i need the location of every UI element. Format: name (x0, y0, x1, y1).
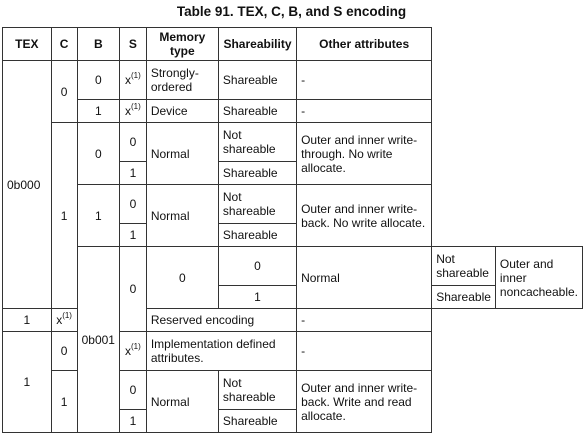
other-attributes-cell: Outer and inner noncacheable. (495, 247, 582, 309)
b-cell: 1 (77, 185, 119, 247)
tex-cell: 0b001 (77, 247, 119, 433)
shareability-cell: Shareable (432, 286, 496, 309)
s-cell: 1 (119, 410, 146, 433)
b-cell: 0 (77, 61, 119, 100)
shareability-cell: Not shareable (432, 247, 496, 286)
shareability-cell: Shareable (218, 410, 296, 433)
s-cell: 1 (218, 286, 296, 309)
header-c: C (51, 28, 77, 61)
table-row (3, 61, 583, 100)
c-cell: 1 (3, 332, 52, 433)
c-cell: 0 (51, 61, 77, 123)
shareability-cell: Shareable (218, 100, 296, 123)
s-cell: 1 (119, 162, 146, 185)
header-b: B (77, 28, 119, 61)
header-row (3, 28, 583, 61)
table-row (3, 185, 583, 224)
tex-cell: 0b000 (3, 61, 52, 309)
b-cell: 0 (51, 332, 77, 371)
header-other-attributes: Other attributes (297, 28, 432, 61)
other-attributes-cell: - (297, 100, 432, 123)
s-value: x (125, 344, 132, 358)
encoding-table (2, 27, 583, 433)
header-tex: TEX (3, 28, 52, 61)
other-attributes-cell: Outer and inner write-back. No write allocate. (297, 185, 432, 247)
shareability-cell: Not shareable (218, 371, 296, 410)
s-cell (119, 61, 146, 100)
footnote-ref: (1) (131, 102, 141, 111)
s-cell (119, 332, 146, 371)
footnote-ref: (1) (131, 71, 141, 80)
shareability-cell: Not shareable (218, 185, 296, 224)
memory-type-cell: Device (146, 100, 218, 123)
other-attributes-cell: - (297, 61, 432, 100)
header-shareability: Shareability (218, 28, 296, 61)
c-cell: 1 (51, 123, 77, 309)
s-cell (51, 309, 77, 332)
b-cell: 1 (51, 371, 77, 433)
s-cell: 0 (119, 185, 146, 224)
s-cell (119, 100, 146, 123)
memory-type-cell: Normal (146, 123, 218, 185)
s-value: x (56, 313, 63, 327)
memory-type-cell: Normal (146, 371, 218, 433)
memory-type-cell: Implementation defined attributes. (146, 332, 296, 371)
s-cell: 1 (119, 224, 146, 247)
other-attributes-cell: - (297, 332, 432, 371)
memory-type-cell: Normal (146, 185, 218, 247)
s-cell: 0 (218, 247, 296, 286)
footnote-ref: (1) (62, 311, 72, 320)
table-row (3, 247, 583, 286)
s-value: x (125, 73, 132, 87)
memory-type-cell: Reserved encoding (146, 309, 296, 332)
header-s: S (119, 28, 146, 61)
other-attributes-cell: Outer and inner write-back. Write and read allocate. (297, 371, 432, 433)
shareability-cell: Shareable (218, 162, 296, 185)
c-cell: 0 (119, 247, 146, 332)
other-attributes-cell: - (297, 309, 432, 332)
b-cell: 1 (3, 309, 52, 332)
other-attributes-cell: Outer and inner write-through. No write allocate. (297, 123, 432, 185)
shareability-cell: Shareable (218, 61, 296, 100)
footnote-ref: (1) (131, 342, 141, 351)
header-memory-type: Memory type (146, 28, 218, 61)
table-title: Table 91. TEX, C, B, and S encoding (176, 4, 407, 19)
shareability-cell: Not shareable (218, 123, 296, 162)
s-cell: 0 (119, 123, 146, 162)
memory-type-cell: Strongly-ordered (146, 61, 218, 100)
s-value: x (125, 104, 132, 118)
b-cell: 1 (77, 100, 119, 123)
s-cell: 0 (119, 371, 146, 410)
table-row (3, 123, 583, 162)
table-row (3, 100, 583, 123)
b-cell: 0 (146, 247, 218, 309)
memory-type-cell: Normal (297, 247, 432, 309)
b-cell: 0 (77, 123, 119, 185)
shareability-cell: Shareable (218, 224, 296, 247)
